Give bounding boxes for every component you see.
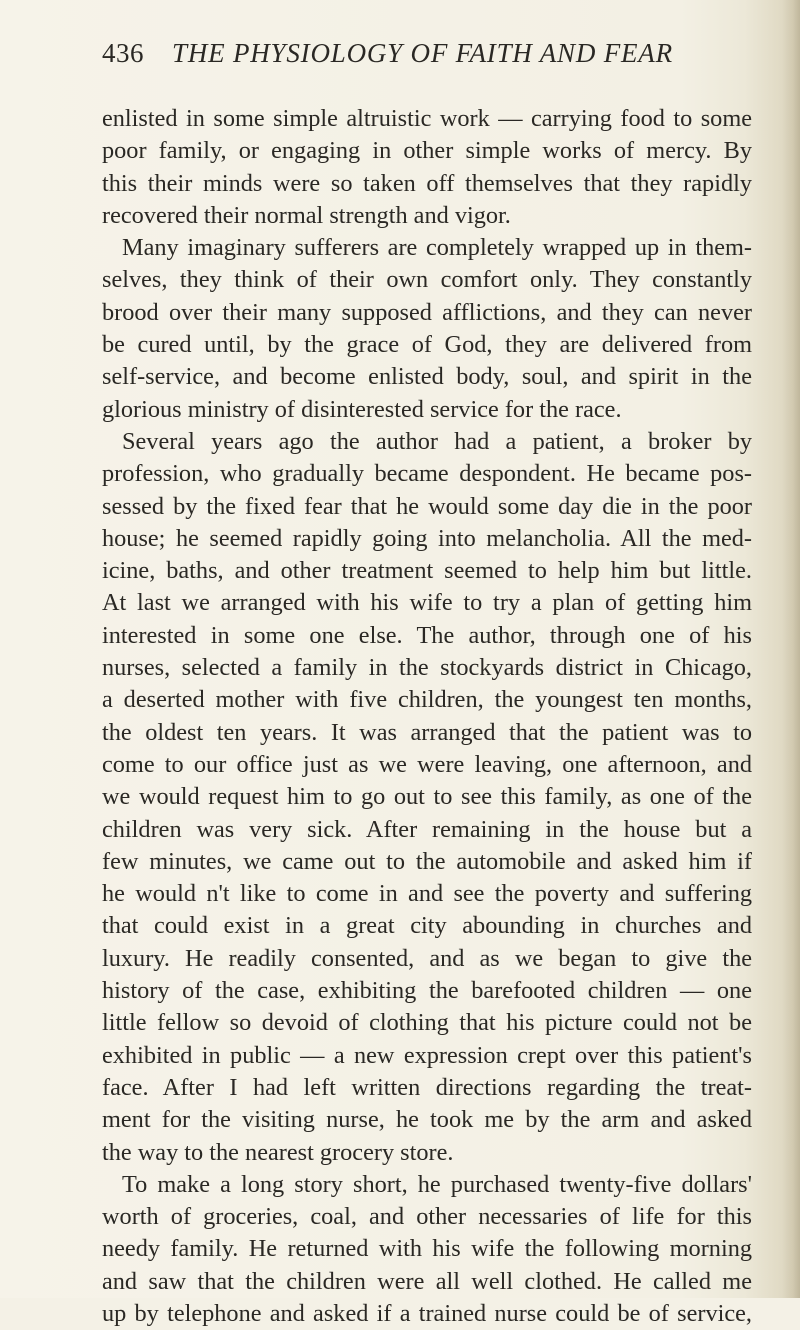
text-line: children was very sick. After remaining in the house but a (102, 815, 752, 843)
text-line: we would request him to go out to see this family, as one of the (102, 783, 752, 811)
running-head: THE PHYSIOLOGY OF FAITH AND FEAR (172, 38, 673, 68)
text-line: recovered their normal strength and vigor. (102, 201, 511, 229)
text-line: exhibited in public — a new expression crept over this patient's (102, 1041, 752, 1069)
text-line: face. After I had left written directions regarding the treat- (102, 1073, 752, 1101)
paragraph (102, 103, 752, 232)
text-line: he would n't like to come in and see the poverty and suffering (102, 880, 752, 908)
page-edge-shadow (782, 0, 800, 1298)
text-line: few minutes, we came out to the automobile and asked him if (102, 847, 752, 875)
text-line: At last we arranged with his wife to try a plan of getting him (102, 589, 752, 617)
text-line: nurses, selected a family in the stockyards district in Chicago, (102, 654, 752, 682)
text-line: profession, who gradually became despondent. He became pos- (102, 460, 752, 488)
page-number: 436 (102, 38, 144, 68)
text-line: worth of groceries, coal, and other necessaries of life for this (102, 1203, 752, 1231)
text-line: little fellow so devoid of clothing that his picture could not be (102, 1009, 752, 1037)
text-line: To make a long story short, he purchased twenty-five dollars' (122, 1170, 752, 1198)
text-line: icine, baths, and other treatment seemed to help him but little. (102, 557, 752, 585)
text-line: brood over their many supposed afflictions, and they can never (102, 298, 752, 326)
text-line: come to our office just as we were leaving, one afternoon, and (102, 750, 752, 778)
paragraph (102, 232, 752, 426)
body-text (102, 103, 752, 1330)
text-line: the way to the nearest grocery store. (102, 1138, 454, 1166)
text-line: selves, they think of their own comfort only. They constantly (102, 266, 752, 294)
text-line: luxury. He readily consented, and as we began to give the (102, 944, 752, 972)
text-line: be cured until, by the grace of God, they are delivered from (102, 331, 752, 359)
paragraph (102, 426, 752, 1169)
text-line: ment for the visiting nurse, he took me by the arm and asked (102, 1106, 752, 1134)
text-line: and saw that the children were all well clothed. He called me (102, 1267, 752, 1295)
text-line: poor family, or engaging in other simple works of mercy. By (102, 137, 752, 165)
text-line: self-service, and become enlisted body, soul, and spirit in the (102, 363, 752, 391)
text-line: interested in some one else. The author, through one of his (102, 621, 752, 649)
paragraph (102, 1169, 752, 1330)
text-line: history of the case, exhibiting the barefooted children — one (102, 977, 752, 1005)
text-line: up by telephone and asked if a trained nurse could be of service, (102, 1299, 752, 1327)
text-line: a deserted mother with five children, the youngest ten months, (102, 686, 752, 714)
text-line: the oldest ten years. It was arranged that the patient was to (102, 718, 752, 746)
text-line: glorious ministry of disinterested service for the race. (102, 395, 622, 423)
text-line: Many imaginary sufferers are completely wrapped up in them- (122, 234, 752, 262)
text-line: enlisted in some simple altruistic work — carrying food to some (102, 105, 752, 132)
text-line: Several years ago the author had a patient, a broker by (122, 427, 752, 455)
text-line: needy family. He returned with his wife the following morning (102, 1235, 752, 1263)
text-line: house; he seemed rapidly going into melancholia. All the med- (102, 524, 752, 552)
text-line: sessed by the fixed fear that he would some day die in the poor (102, 492, 752, 520)
page-header (102, 38, 742, 78)
text-line: this their minds were so taken off themselves that they rapidly (102, 169, 752, 197)
text-line: that could exist in a great city abounding in churches and (102, 912, 752, 940)
